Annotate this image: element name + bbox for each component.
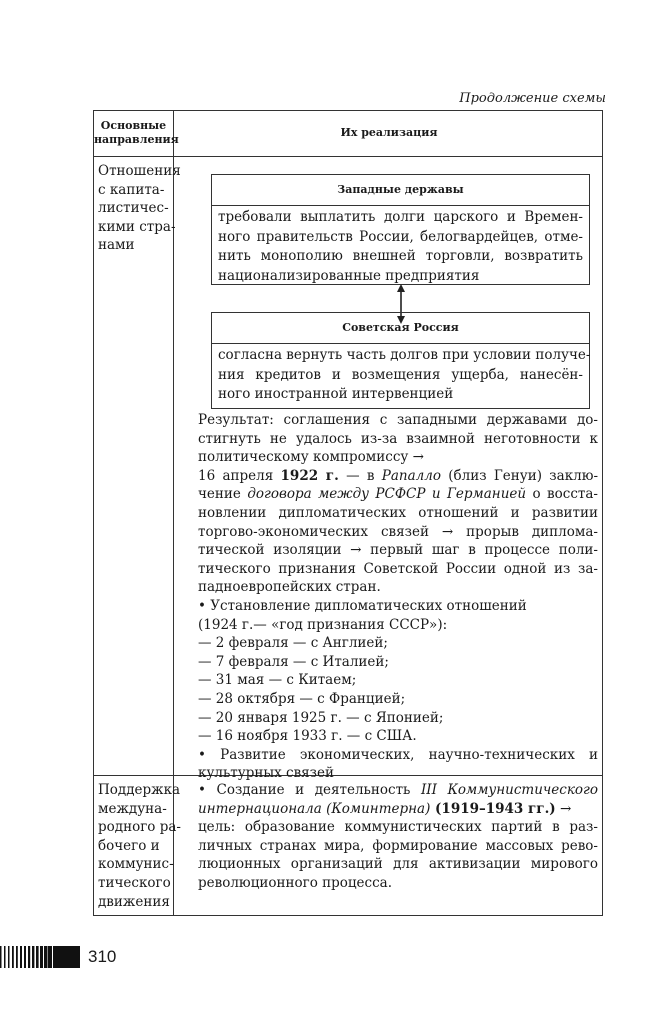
row1-body <box>198 411 598 783</box>
diplomacy-line: — 20 января 1925 г. — с Японией; <box>198 709 444 726</box>
diplomacy-line: — 16 ноября 1933 г. — с США. <box>198 728 417 745</box>
header-divider <box>94 156 602 157</box>
box-soviet-russia-text: согласна вернуть часть долгов при условии получе- ния кредитов и возмещения ущерба, нанесён- ного иностранной интервенцией <box>218 347 591 402</box>
page-barcode-decoration <box>0 946 80 968</box>
result-line: политическому компромиссу → <box>198 449 424 466</box>
diplomacy-line: — 7 февраля — с Италией; <box>198 653 389 670</box>
rapallo-line: тической изоляции → первый шаг в процессе поли- <box>198 542 598 559</box>
rapallo-line: чение договора между РСФСР и Германией о восста- <box>198 486 598 503</box>
header-implementation: Их реализация <box>340 126 438 139</box>
result-line: стигнуть не удалось из-за взаимной неготовности к <box>198 430 598 447</box>
comintern-line: люционных организаций для активизации мирового <box>198 856 598 873</box>
rapallo-line: падноевропейских стран. <box>198 579 381 596</box>
row2-body <box>198 781 598 893</box>
box-western-powers-title: Западные державы <box>212 175 589 206</box>
economy-line: • Развитие экономических, научно-технических и <box>198 746 598 763</box>
rapallo-line: тического признания Советской России одной из за- <box>198 560 598 577</box>
header-directions: Основные направления <box>94 119 179 146</box>
comintern-line: цель: образование коммунистических партий в раз- <box>198 819 598 836</box>
diplomacy-line: — 28 октября — с Францией; <box>198 690 406 707</box>
row2-label: Поддержка междуна- родного ра- бочего и коммунис- тического движения <box>98 782 181 910</box>
rapallo-line: 16 апреля 1922 г. — в Рапалло (близ Генуи) заклю- <box>198 467 599 484</box>
diplomacy-line: — 31 мая — с Китаем; <box>198 672 357 689</box>
box-soviet-russia-title: Советская Россия <box>212 313 589 344</box>
diplomacy-line: — 2 февраля — с Англией; <box>198 635 388 652</box>
rapallo-line: торгово-экономических связей → прорыв диплома- <box>198 523 598 540</box>
economy-line: культурных связей <box>198 765 335 782</box>
comintern-line: личных странах мира, формирование массовых рево- <box>198 837 598 854</box>
box-western-powers <box>211 174 590 285</box>
scheme-table <box>93 110 603 916</box>
page-number: 310 <box>88 947 117 966</box>
diplomacy-line: (1924 г.— «год признания СССР»): <box>198 616 448 633</box>
comintern-line: • Создание и деятельность III Коммунистического <box>198 782 598 798</box>
box-western-powers-text: требовали выплатить долги царского и Времен- ного правительств России, белогвардейцев, отме- нить монополию внешней торговли, возвратить национализированные предприятия <box>218 209 583 284</box>
diplomacy-line: • Установление дипломатических отношений <box>198 597 527 614</box>
comintern-line: революционного процесса. <box>198 874 393 891</box>
box-soviet-russia <box>211 312 590 409</box>
comintern-line: интернационала (Коминтерна) (1919–1943 гг.) → <box>198 800 572 817</box>
result-line: Результат: соглашения с западными державами до- <box>198 412 598 428</box>
rapallo-line: новлении дипломатических отношений и развитии <box>198 504 598 521</box>
row1-label: Отношения с капита- листичес- кими стра- нами <box>98 163 181 254</box>
continuation-caption: Продолжение схемы <box>459 91 606 106</box>
